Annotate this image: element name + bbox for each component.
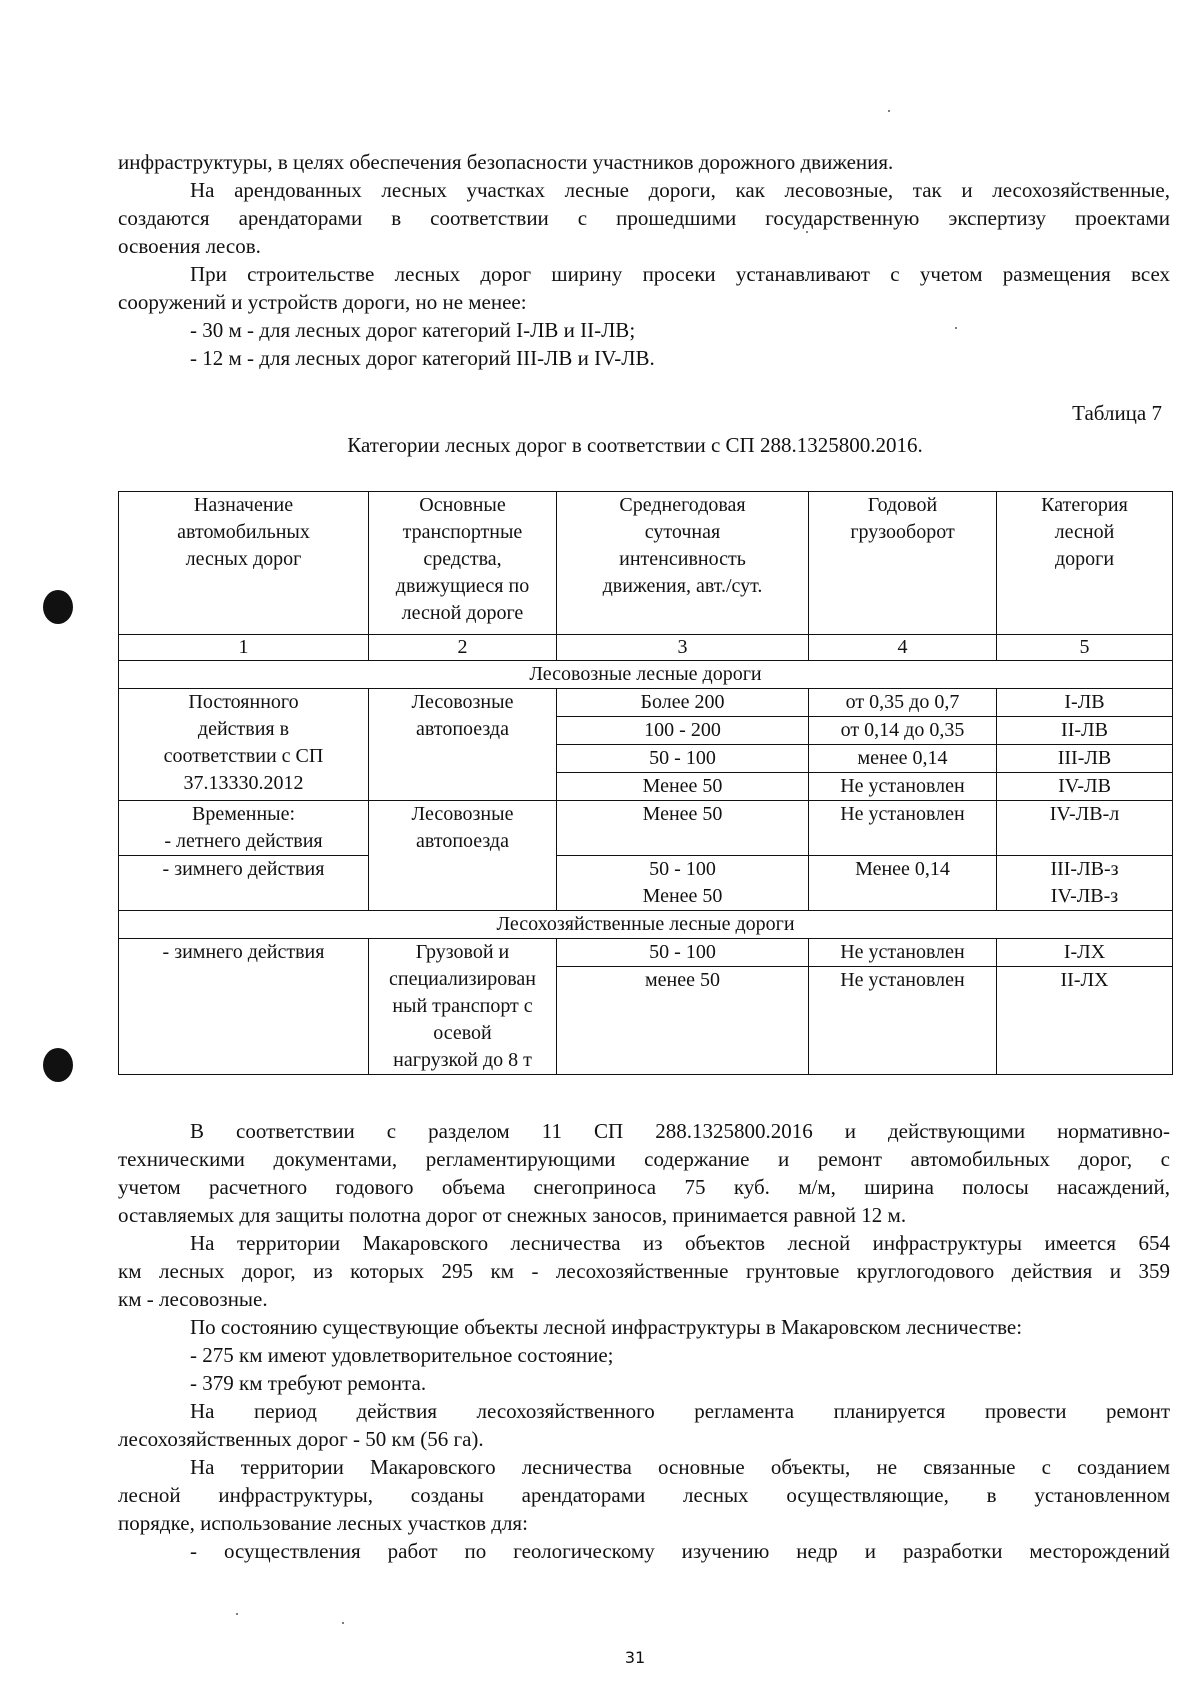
cell-intensity: 50 - 100 xyxy=(557,939,809,967)
cell-line: Временные: xyxy=(191,803,296,825)
text-line: создаются арендаторами в соответствии с прошедшими государственную экспертизу проектами xyxy=(118,206,1170,230)
road-categories-table xyxy=(118,491,1173,1075)
header-vehicles xyxy=(369,492,557,635)
cell-turnover: от 0,35 до 0,7 xyxy=(809,689,997,717)
header-line: транспортные xyxy=(402,521,523,543)
scan-speck xyxy=(342,1622,344,1624)
header-line: интенсивность xyxy=(619,548,746,570)
cell-turnover: Не установлен xyxy=(809,801,997,856)
text-line: - 379 км требуют ремонта. xyxy=(190,1371,427,1395)
cell-turnover: менее 0,14 xyxy=(809,745,997,773)
cell-line: Лесовозные xyxy=(411,803,514,825)
cell-forestry-vehicles xyxy=(369,939,557,1075)
header-line: Среднегодовая xyxy=(619,494,746,516)
text-line: порядке, использование лесных участков для: xyxy=(118,1511,528,1535)
column-number: 3 xyxy=(557,635,809,661)
paragraph-repair-l2 xyxy=(118,1425,1170,1453)
column-number: 2 xyxy=(369,635,557,661)
paragraph-snow-l4 xyxy=(118,1201,1170,1229)
paragraph-objects-l1 xyxy=(118,1453,1170,1481)
table-row xyxy=(119,689,1173,717)
table-caption: Категории лесных дорог в соответствии с СП 288.1325800.2016. xyxy=(347,433,923,457)
column-number: 4 xyxy=(809,635,997,661)
cell-category: II-ЛХ xyxy=(997,967,1173,1075)
scan-speck xyxy=(955,327,957,329)
text-line: км - лесовозные. xyxy=(118,1287,268,1311)
cell-permanent-purpose xyxy=(119,689,369,801)
list-item xyxy=(118,316,1170,344)
cell-line: 50 - 100 xyxy=(649,858,716,880)
text-line: На территории Макаровского лесничества из объектов лесной инфраструктуры имеется 654 xyxy=(190,1231,1170,1255)
cell-line: IV-ЛВ-з xyxy=(1050,885,1119,907)
text-line: - осуществления работ по геологическому изучению недр и разработки месторождений xyxy=(190,1539,1170,1563)
cell-permanent-vehicles xyxy=(369,689,557,801)
scan-speck xyxy=(888,110,890,112)
header-turnover xyxy=(809,492,997,635)
text-line: лесной инфраструктуры, созданы арендаторами лесных осуществляющие, в установленном xyxy=(118,1483,1170,1507)
table-row xyxy=(119,801,1173,856)
intro-line xyxy=(118,148,1170,176)
cell-line: Лесовозные xyxy=(411,691,514,713)
list-item xyxy=(118,1341,1170,1369)
header-line: движущиеся по xyxy=(395,575,530,597)
cell-intensity: Менее 50 xyxy=(557,773,809,801)
text-line: сооружений и устройств дороги, но не менее: xyxy=(118,290,527,314)
text-line: - 275 км имеют удовлетворительное состояние; xyxy=(190,1343,614,1367)
text-line: инфраструктуры, в целях обеспечения безопасности участников дорожного движения. xyxy=(118,150,894,174)
cell-line: III-ЛВ-з xyxy=(1050,858,1119,880)
cell-intensity: 50 - 100 xyxy=(557,745,809,773)
scan-speck xyxy=(236,1613,238,1615)
table-header-row xyxy=(119,492,1173,635)
text-line: лесохозяйственных дорог - 50 км (56 га). xyxy=(118,1427,484,1451)
text-line: На период действия лесохозяйственного регламента планируется провести ремонт xyxy=(190,1399,1170,1423)
list-item xyxy=(118,344,1170,372)
cell-turnover: Менее 0,14 xyxy=(809,856,997,911)
cell-category: IV-ЛВ xyxy=(997,773,1173,801)
paragraph-roads-l2 xyxy=(118,1257,1170,1285)
header-intensity xyxy=(557,492,809,635)
header-category xyxy=(997,492,1173,635)
text-line: - 30 м - для лесных дорог категорий I-ЛВ и II-ЛВ; xyxy=(190,318,636,342)
paragraph-repair-l1 xyxy=(118,1397,1170,1425)
cell-intensity: 100 - 200 xyxy=(557,717,809,745)
paragraph-objects-l2 xyxy=(118,1481,1170,1509)
cell-line: Постоянного xyxy=(188,691,299,713)
paragraph-clearing-l2 xyxy=(118,288,1170,316)
text-line: На арендованных лесных участках лесные дороги, как лесовозные, так и лесохозяйственные, xyxy=(190,178,1170,202)
cell-category: III-ЛВ xyxy=(997,745,1173,773)
paragraph-leases-l1 xyxy=(118,176,1170,204)
header-line: движения, авт./сут. xyxy=(602,575,763,597)
header-line: Назначение xyxy=(193,494,294,516)
cell-temporary-vehicles xyxy=(369,801,557,911)
cell-winter-purpose: - зимнего действия xyxy=(119,856,369,911)
header-line: лесных дорог xyxy=(185,548,302,570)
cell-turnover: Не установлен xyxy=(809,967,997,1075)
paragraph-leases-l2 xyxy=(118,204,1170,232)
paragraph-roads-l3 xyxy=(118,1285,1170,1313)
cell-turnover: Не установлен xyxy=(809,939,997,967)
column-number-row xyxy=(119,635,1173,661)
list-item xyxy=(118,1369,1170,1397)
header-line: суточная xyxy=(644,521,721,543)
paragraph-snow-l3 xyxy=(118,1173,1170,1201)
cell-line: осевой xyxy=(433,1022,492,1044)
header-line: Категория xyxy=(1041,494,1128,516)
cell-category: II-ЛВ xyxy=(997,717,1173,745)
text-line: По состоянию существующие объекты лесной инфраструктуры в Макаровском лесничестве: xyxy=(190,1315,1023,1339)
header-line: автомобильных xyxy=(177,521,310,543)
cell-intensity: Менее 50 xyxy=(557,801,809,856)
punch-hole-mark xyxy=(43,590,73,624)
paragraph-snow-l2 xyxy=(118,1145,1170,1173)
header-line: грузооборот xyxy=(850,521,955,543)
header-line: средства, xyxy=(423,548,502,570)
header-line: лесной дороге xyxy=(401,602,524,624)
cell-turnover: Не установлен xyxy=(809,773,997,801)
paragraph-roads-l1 xyxy=(118,1229,1170,1257)
cell-line: специализирован xyxy=(389,968,536,990)
cell-line: автопоезда xyxy=(416,718,509,740)
cell-category xyxy=(997,856,1173,911)
cell-line: автопоезда xyxy=(416,830,509,852)
cell-intensity xyxy=(557,856,809,911)
header-purpose xyxy=(119,492,369,635)
header-line: лесной xyxy=(1054,521,1115,543)
cell-line: ный транспорт с xyxy=(392,995,533,1017)
paragraph-leases-l3 xyxy=(118,232,1170,260)
cell-intensity: менее 50 xyxy=(557,967,809,1075)
cell-line: Менее 50 xyxy=(642,885,723,907)
column-number: 5 xyxy=(997,635,1173,661)
cell-temporary-purpose xyxy=(119,801,369,856)
header-line: Годовой xyxy=(867,494,938,516)
paragraph-geology-l1 xyxy=(118,1537,1170,1565)
cell-line: 37.13330.2012 xyxy=(183,772,304,794)
cell-line: действия в xyxy=(197,718,290,740)
text-line: оставляемых для защиты полотна дорог от снежных заносов, принимается равной 12 м. xyxy=(118,1203,907,1227)
text-line: освоения лесов. xyxy=(118,234,261,258)
header-line: дороги xyxy=(1054,548,1115,570)
cell-line: соответствии с СП xyxy=(163,745,324,767)
cell-line: Грузовой и xyxy=(415,941,510,963)
text-line: км лесных дорог, из которых 295 км - лесохозяйственные грунтовые круглогодового действия и 359 xyxy=(118,1259,1170,1283)
text-line: техническими документами, регламентирующими содержание и ремонт автомобильных дорог, с xyxy=(118,1147,1170,1171)
scan-speck xyxy=(806,231,808,233)
text-line: При строительстве лесных дорог ширину просеки устанавливают с учетом размещения всех xyxy=(190,262,1170,286)
header-line: Основные xyxy=(419,494,506,516)
text-line: На территории Макаровского лесничества основные объекты, не связанные с созданием xyxy=(190,1455,1170,1479)
paragraph-state xyxy=(118,1313,1170,1341)
column-number: 1 xyxy=(119,635,369,661)
cell-forestry-purpose: - зимнего действия xyxy=(119,939,369,1075)
cell-turnover: от 0,14 до 0,35 xyxy=(809,717,997,745)
page-number: 31 xyxy=(624,1648,646,1667)
section-row xyxy=(119,661,1173,689)
section-title-logging-roads: Лесовозные лесные дороги xyxy=(119,661,1173,689)
cell-category: IV-ЛВ-л xyxy=(997,801,1173,856)
paragraph-clearing-l1 xyxy=(118,260,1170,288)
text-line: В соответствии с разделом 11 СП 288.1325800.2016 и действующими нормативно- xyxy=(190,1119,1170,1143)
text-line: - 12 м - для лесных дорог категорий III-ЛВ и IV-ЛВ. xyxy=(190,346,655,370)
cell-category: I-ЛВ xyxy=(997,689,1173,717)
cell-line: нагрузкой до 8 т xyxy=(393,1049,532,1071)
paragraph-objects-l3 xyxy=(118,1509,1170,1537)
paragraph-snow-l1 xyxy=(118,1117,1170,1145)
table-row xyxy=(119,939,1173,967)
section-row xyxy=(119,911,1173,939)
cell-line: - летнего действия xyxy=(164,830,323,852)
section-title-forestry-roads: Лесохозяйственные лесные дороги xyxy=(119,911,1173,939)
text-line: учетом расчетного годового объема снегоприноса 75 куб. м/м, ширина полосы насаждений, xyxy=(118,1175,1170,1199)
table-row xyxy=(119,856,1173,911)
cell-category: I-ЛХ xyxy=(997,939,1173,967)
cell-intensity: Более 200 xyxy=(557,689,809,717)
table-label: Таблица 7 xyxy=(1072,401,1162,425)
punch-hole-mark xyxy=(43,1048,73,1082)
